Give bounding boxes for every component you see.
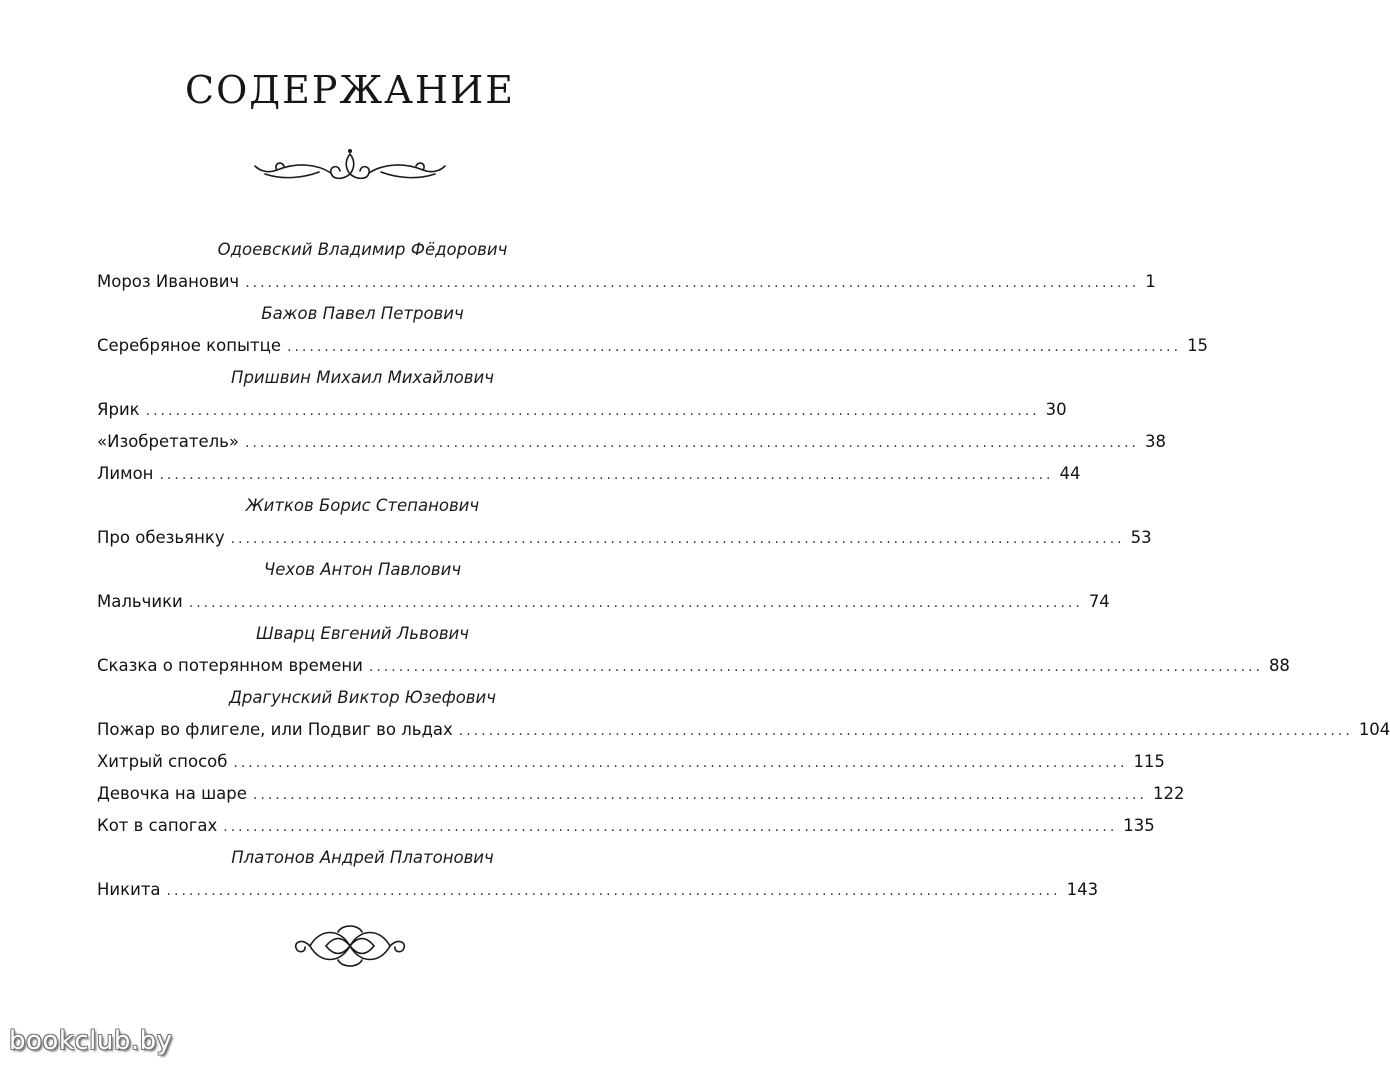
toc-section xyxy=(97,298,1209,362)
entry-page: 143 xyxy=(1066,880,1099,899)
entry-page: 104 xyxy=(1358,720,1390,739)
dot-leader: ........................................................................................................................ xyxy=(230,531,1125,547)
author-heading: Пришвин Михаил Михайлович xyxy=(231,368,494,387)
author-heading: Житков Борис Степанович xyxy=(245,496,480,515)
toc-entry xyxy=(97,458,1081,490)
toc-entry xyxy=(97,746,1165,778)
entry-title: Пожар во флигеле, или Подвиг во льдах xyxy=(97,720,453,739)
entry-title: Лимон xyxy=(97,464,154,483)
entry-title: Мороз Иванович xyxy=(97,272,240,291)
toc-section xyxy=(97,682,1390,842)
dot-leader: ........................................................................................................................ xyxy=(252,787,1147,803)
entry-title: Хитрый способ xyxy=(97,752,228,771)
entry-page: 115 xyxy=(1133,752,1165,771)
author-heading: Шварц Евгений Львович xyxy=(255,624,470,643)
entry-page: 135 xyxy=(1123,816,1155,835)
toc-section xyxy=(97,362,1166,490)
author-heading: Чехов Антон Павлович xyxy=(263,560,462,579)
dot-leader: ........................................................................................................................ xyxy=(287,339,1182,355)
dot-leader: ........................................................................................................................ xyxy=(166,883,1061,899)
dot-leader: ........................................................................................................................ xyxy=(244,435,1139,451)
entry-page: 30 xyxy=(1045,400,1067,419)
author-heading: Одоевский Владимир Фёдорович xyxy=(217,240,508,259)
dot-leader: ........................................................................................................................ xyxy=(223,819,1118,835)
toc-section xyxy=(97,234,1156,298)
dot-leader: ........................................................................................................................ xyxy=(368,659,1263,675)
toc-entry xyxy=(97,394,1067,426)
entry-page: 15 xyxy=(1187,336,1209,355)
author-heading: Бажов Павел Петрович xyxy=(261,304,464,323)
toc-entry xyxy=(97,874,1099,906)
dot-leader: ........................................................................................................................ xyxy=(458,723,1353,739)
toc-section xyxy=(97,842,1099,906)
entry-title: Девочка на шаре xyxy=(97,784,247,803)
toc-entry xyxy=(97,266,1156,298)
toc-entry xyxy=(97,330,1209,362)
entry-title: Сказка о потерянном времени xyxy=(97,656,363,675)
toc-entry xyxy=(97,810,1155,842)
table-of-contents xyxy=(97,234,1390,906)
entry-title: Серебряное копытце xyxy=(97,336,282,355)
author-heading: Платонов Андрей Платонович xyxy=(231,848,494,867)
entry-page: 88 xyxy=(1268,656,1290,675)
dot-leader: ........................................................................................................................ xyxy=(159,467,1054,483)
toc-section xyxy=(97,490,1152,554)
entry-title: «Изобретатель» xyxy=(97,432,239,451)
entry-page: 1 xyxy=(1145,272,1156,291)
entry-page: 122 xyxy=(1152,784,1185,803)
knot-ornament-bottom xyxy=(290,920,410,972)
entry-page: 53 xyxy=(1130,528,1152,547)
entry-title: Ярик xyxy=(97,400,140,419)
toc-entry xyxy=(97,714,1390,746)
entry-page: 44 xyxy=(1059,464,1081,483)
entry-title: Мальчики xyxy=(97,592,183,611)
page-title: СОДЕРЖАНИЕ xyxy=(185,68,515,112)
entry-page: 38 xyxy=(1145,432,1166,451)
watermark: bookclub.by xyxy=(9,1026,173,1056)
author-heading: Драгунский Виктор Юзефович xyxy=(229,688,496,707)
dot-leader: ........................................................................................................................ xyxy=(245,275,1140,291)
flourish-ornament-top xyxy=(247,146,453,186)
entry-title: Про обезьянку xyxy=(97,528,225,547)
entry-page: 74 xyxy=(1088,592,1110,611)
dot-leader: ........................................................................................................................ xyxy=(233,755,1128,771)
toc-entry xyxy=(97,586,1110,618)
entry-title: Кот в сапогах xyxy=(97,816,218,835)
dot-leader: ........................................................................................................................ xyxy=(188,595,1083,611)
toc-section xyxy=(97,554,1110,618)
toc-entry xyxy=(97,650,1290,682)
toc-entry xyxy=(97,778,1185,810)
toc-entry xyxy=(97,426,1166,458)
toc-entry xyxy=(97,522,1152,554)
toc-section xyxy=(97,618,1290,682)
entry-title: Никита xyxy=(97,880,161,899)
dot-leader: ........................................................................................................................ xyxy=(145,403,1040,419)
